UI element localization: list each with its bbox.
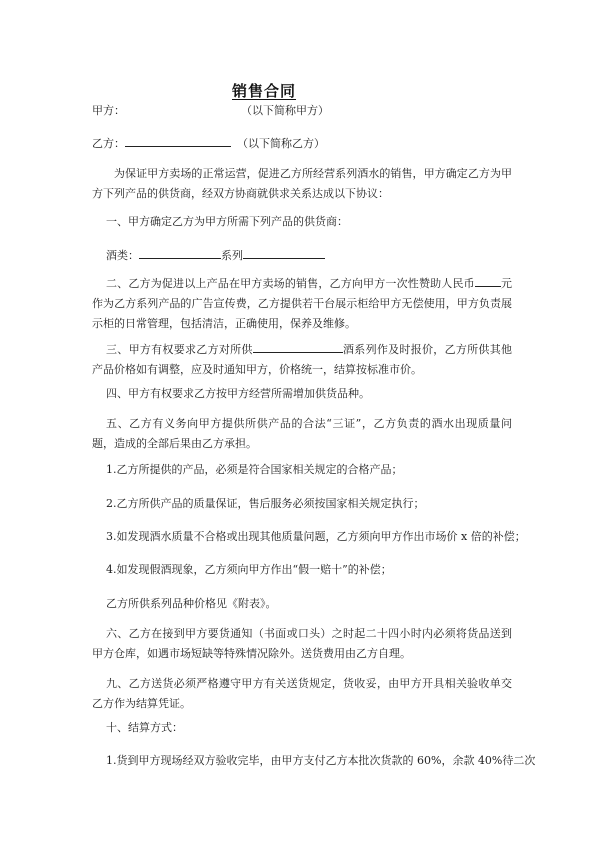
- attachment-note: 乙方所供系列品种价格见《附表》。: [106, 597, 277, 610]
- amount-blank[interactable]: [475, 274, 501, 287]
- clause-2-after: 元作为乙方系列产品的广告宣传费，乙方提供若干台展示柜给甲方无偿使用，甲方负责展示柜的日常管理，包括清洁，正确使用，保养及维修。: [92, 277, 513, 330]
- settlement-item-1: 1.货到甲方现场经双方验收完毕，由甲方支付乙方本批次货款的 60%，余款 40%待二次: [106, 754, 536, 767]
- party-a-label: 甲方：: [92, 104, 125, 117]
- item-1: 1.乙方所提供的产品，必须是符合国家相关规定的合格产品；: [106, 463, 403, 476]
- party-b-blank[interactable]: [125, 134, 231, 147]
- wine-blank[interactable]: [139, 246, 221, 259]
- wine-line: [106, 246, 526, 266]
- party-b-line: [92, 134, 512, 154]
- clause-3-after: 酒系列作及时报价，乙方所供其他产品价格如有调整，应及时通知甲方，价格统一，结算按标准市价。: [92, 343, 513, 376]
- clause-3: [92, 340, 512, 380]
- party-a-line: [92, 101, 512, 121]
- clause-10: 十、结算方式：: [106, 721, 183, 734]
- wine-label: 酒类：: [106, 249, 139, 262]
- clause-2-before: 二、乙方为促进以上产品在甲方卖场的销售，乙方向甲方一次性赞助人民币: [106, 277, 475, 290]
- item-2: 2.乙方所供产品的质量保证，售后服务必须按国家相关规定执行；: [106, 497, 425, 510]
- item-4: 4.如发现假酒现象，乙方须向甲方作出“假一赔十”的补偿；: [106, 563, 392, 576]
- clause-6: 六、乙方在接到甲方要货通知（书面或口头）之时起二十四小时内必须将货品送到甲方仓库，如遇市场短缺等特殊情况除外。送货费用由乙方自理。: [92, 627, 512, 660]
- series-label: 系列: [221, 249, 243, 262]
- clause-4: 四、甲方有权要求乙方按甲方经营所需增加供货品种。: [106, 387, 370, 400]
- item-3: 3.如发现酒水质量不合格或出现其他质量问题，乙方须向甲方作出市场价 x 倍的补偿；: [106, 530, 526, 543]
- clause-2: [92, 274, 512, 334]
- clause-9: 九、乙方送货必须严格遵守甲方有关送货规定，货收妥，由甲方开具相关验收单交乙方作为结算凭证。: [92, 677, 512, 710]
- series-blank[interactable]: [243, 246, 325, 259]
- page-title: 销售合同: [232, 82, 297, 100]
- brand-blank[interactable]: [253, 340, 343, 353]
- party-b-note: （以下简称乙方）: [237, 137, 325, 150]
- clause-5: 五、乙方有义务向甲方提供所供产品的合法“三证”，乙方负责的酒水出现质量问题，造成的全部后果由乙方承担。: [92, 417, 512, 450]
- intro-paragraph: 为保证甲方卖场的正常运营，促进乙方所经营系列酒水的销售，甲方确定乙方为甲方下列产品的供货商，经双方协商就供求关系达成以下协议：: [92, 167, 512, 200]
- party-a-note: （以下简称甲方）: [241, 104, 329, 117]
- clause-1: 一、甲方确定乙方为甲方所需下列产品的供货商：: [106, 215, 348, 228]
- clause-3-before: 三、甲方有权要求乙方对所供: [106, 343, 253, 356]
- party-b-label: 乙方：: [92, 137, 125, 150]
